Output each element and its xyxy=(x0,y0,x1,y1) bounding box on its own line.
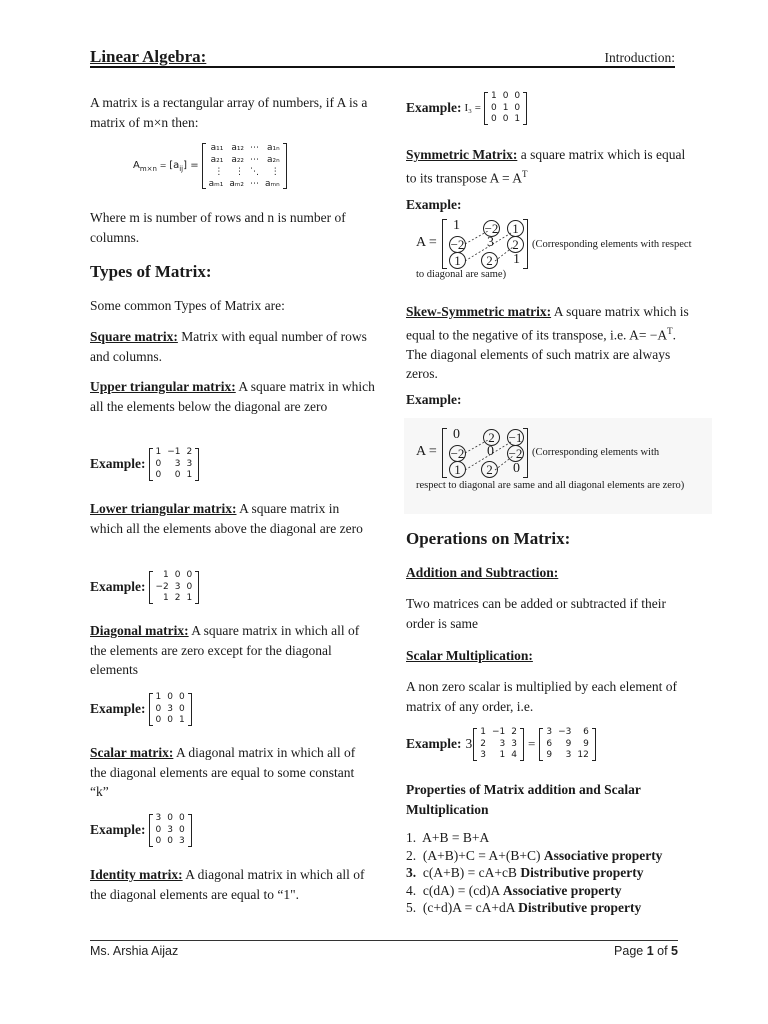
footer-rule xyxy=(90,940,678,941)
identity-example: Example: I₃ = 1 0 0 0 1 0 0 0 1 xyxy=(406,91,527,126)
scalar-result-matrix: 3 −3 6 6 9 9 9 3 12 xyxy=(539,727,595,762)
page-indicator: Page 1 of 5 xyxy=(614,944,678,958)
identity-matrix-def: Identity matrix: A diagonal matrix in which all of the diagonal elements are equal to “1". xyxy=(90,867,365,902)
addition-subtraction-desc: Two matrices can be added or subtracted if their order is same xyxy=(406,596,666,631)
skew-symmetric-def: Skew-Symmetric matrix: A square matrix which is equal to the negative of its transpose, i.e. $A= -A^T$. The diagonal elements of such matrix are always zeros. xyxy=(406,304,689,381)
symmetric-example-label: Example: xyxy=(406,197,462,212)
header-rule xyxy=(90,66,675,68)
symmetric-example: A = 1 −2 1 −2 3 2 1 2 1 (Corresponding elements with respect to diagonal are same) xyxy=(416,218,692,280)
diagonal-matrix-def: Diagonal matrix: A square matrix in which all of the elements are zero except for the diagonal elements xyxy=(90,623,360,677)
skew-example-label: Example: xyxy=(406,392,462,407)
operations-heading: Operations on Matrix: xyxy=(406,529,571,548)
formula-aij: $[a_{ij}]$ = xyxy=(169,159,199,173)
lower-triangular-matrix: 1 0 0 −2 3 0 1 2 1 xyxy=(149,570,200,605)
skew-symmetric-example: A = 0 2 −1 −2 0 −2 1 2 0 (Corresponding elements with respect to diagonal are same and all diagonal elements are zero) xyxy=(404,418,712,514)
square-matrix-def: Square matrix: Matrix with equal number of rows and columns. xyxy=(90,329,367,364)
types-intro: Some common Types of Matrix are: xyxy=(90,298,285,313)
formula-lhs: $A_{m\times n}$ xyxy=(133,159,157,173)
diagonal-matrix: 1 0 0 0 3 0 0 0 1 xyxy=(149,692,192,727)
upper-triangular-example: Example: 1 −1 2 0 3 3 0 0 1 xyxy=(90,447,199,482)
scalar-matrix: 3 0 0 0 3 0 0 0 3 xyxy=(149,813,192,848)
property-item: 3. c(A+B) = cA+cB Distributive property xyxy=(406,865,644,880)
diagonal-example: Example: 1 0 0 0 3 0 0 0 1 xyxy=(90,692,192,727)
general-matrix: a₁₁ a₁₂ ⋯ a₁ₙ a₂₁ a₂₂ ⋯ a₂ₙ ⋮ ⋮ ⋱ ⋮ aₘ₁ aₘ₂ ⋯ aₘₙ xyxy=(202,142,287,190)
property-item: 2. (A+B)+C = A+(B+C) Associative property xyxy=(406,847,663,863)
properties-heading: Properties of Matrix addition and Scalar Multiplication xyxy=(406,782,641,817)
property-item: 5. (c+d)A = cA+dA Distributive property xyxy=(406,900,642,915)
property-item: 1. A+B = B+A xyxy=(406,830,490,845)
identity-matrix: 1 0 0 0 1 0 0 0 1 xyxy=(484,91,527,126)
addition-subtraction-heading: Addition and Subtraction: xyxy=(406,565,559,580)
types-heading: Types of Matrix: xyxy=(90,262,212,281)
general-matrix-formula: $A_{m\times n}$ = $[a_{ij}]$ = a₁₁ a₁₂ ⋯ a₁ₙ a₂₁ a₂₂ ⋯ a₂ₙ ⋮ ⋮ ⋱ ⋮ aₘ₁ aₘ₂ ⋯ aₘₙ xyxy=(133,142,287,190)
upper-triangular-matrix: 1 −1 2 0 3 3 0 0 1 xyxy=(149,447,200,482)
property-item: 4. c(dA) = (cd)A Associative property xyxy=(406,882,622,898)
scalar-input-matrix: 1 −1 2 2 3 3 3 1 4 xyxy=(473,727,524,762)
properties-list xyxy=(406,829,662,917)
skew-symmetric-matrix: 0 2 −1 −2 0 −2 1 2 0 xyxy=(442,428,528,478)
document-title: Linear Algebra: xyxy=(90,47,207,66)
symmetric-matrix-def: Symmetric Matrix: a square matrix which is equal to its transpose $A = A^T$ xyxy=(406,147,686,185)
scalar-multiplication-desc: A non zero scalar is multiplied by each element of matrix of any order, i.e. xyxy=(406,679,678,714)
scalar-matrix-def: Scalar matrix: A diagonal matrix in which all of the diagonal elements are equal to some constant “k” xyxy=(90,745,356,799)
where-paragraph: Where m is number of rows and n is number of columns. xyxy=(90,210,346,245)
upper-triangular-def: Upper triangular matrix: A square matrix in which all the elements below the diagonal are zero xyxy=(90,379,375,414)
section-label: Introduction: xyxy=(604,50,675,65)
symmetric-matrix: 1 −2 1 −2 3 2 1 2 1 xyxy=(442,219,528,269)
author-name: Ms. Arshia Aijaz xyxy=(90,944,179,958)
scalar-multiplication-example: Example: 3 1 −1 2 2 3 3 3 1 4 = 3 −3 6 6 9 9 9 3 12 xyxy=(406,727,596,762)
lower-triangular-example: Example: 1 0 0 −2 3 0 1 2 1 xyxy=(90,570,199,605)
lower-triangular-def: Lower triangular matrix: A square matrix in which all the elements above the diagonal are zero xyxy=(90,501,363,536)
scalar-multiplication-heading: Scalar Multiplication: xyxy=(406,648,533,663)
intro-paragraph: A matrix is a rectangular array of numbers, if A is a matrix of m×n then: xyxy=(90,95,368,130)
scalar-example: Example: 3 0 0 0 3 0 0 0 3 xyxy=(90,813,192,848)
